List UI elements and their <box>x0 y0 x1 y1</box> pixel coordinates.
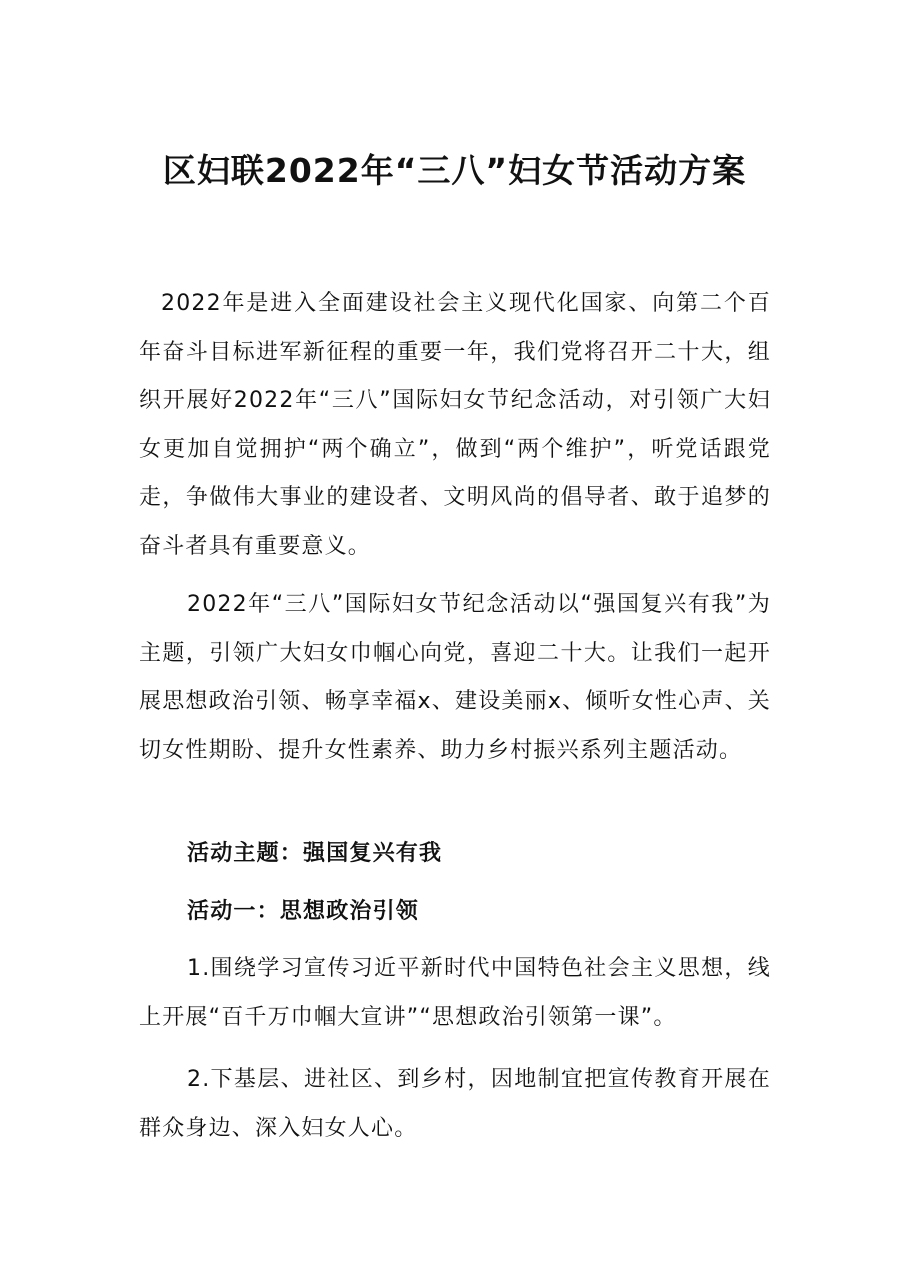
activity-one-heading: 活动一：思想政治引领 <box>187 899 420 924</box>
document-title: 区妇联2022年“三八”妇女节活动方案 <box>162 151 747 190</box>
activity-item-1: 1.围绕学习宣传习近平新时代中国特色社会主义思想，线上开展“百千万巾帼大宣讲”“思想政治引领第一课”。 <box>139 956 771 1030</box>
theme-heading: 活动主题：强国复兴有我 <box>187 841 443 866</box>
activity-item-2: 2.下基层、进社区、到乡村，因地制宜把宣传教育开展在群众身边、深入妇女人心。 <box>139 1067 771 1141</box>
overview-paragraph: 2022年“三八”国际妇女节纪念活动以“强国复兴有我”为主题，引领广大妇女巾帼心向党，喜迎二十大。让我们一起开展思想政治引领、畅享幸福x、建设美丽x、倾听女性心声、关切女性期盼、提升女性素养、助力乡村振兴系列主题活动。 <box>139 592 771 763</box>
intro-paragraph: 2022年是进入全面建设社会主义现代化国家、向第二个百年奋斗目标进军新征程的重要一年，我们党将召开二十大，组织开展好2022年“三八”国际妇女节纪念活动，对引领广大妇女更加自觉拥护“两个确立”，做到“两个维护”，听党话跟党走，争做伟大事业的建设者、文明风尚的倡导者、敢于追梦的奋斗者具有重要意义。 <box>139 291 771 559</box>
